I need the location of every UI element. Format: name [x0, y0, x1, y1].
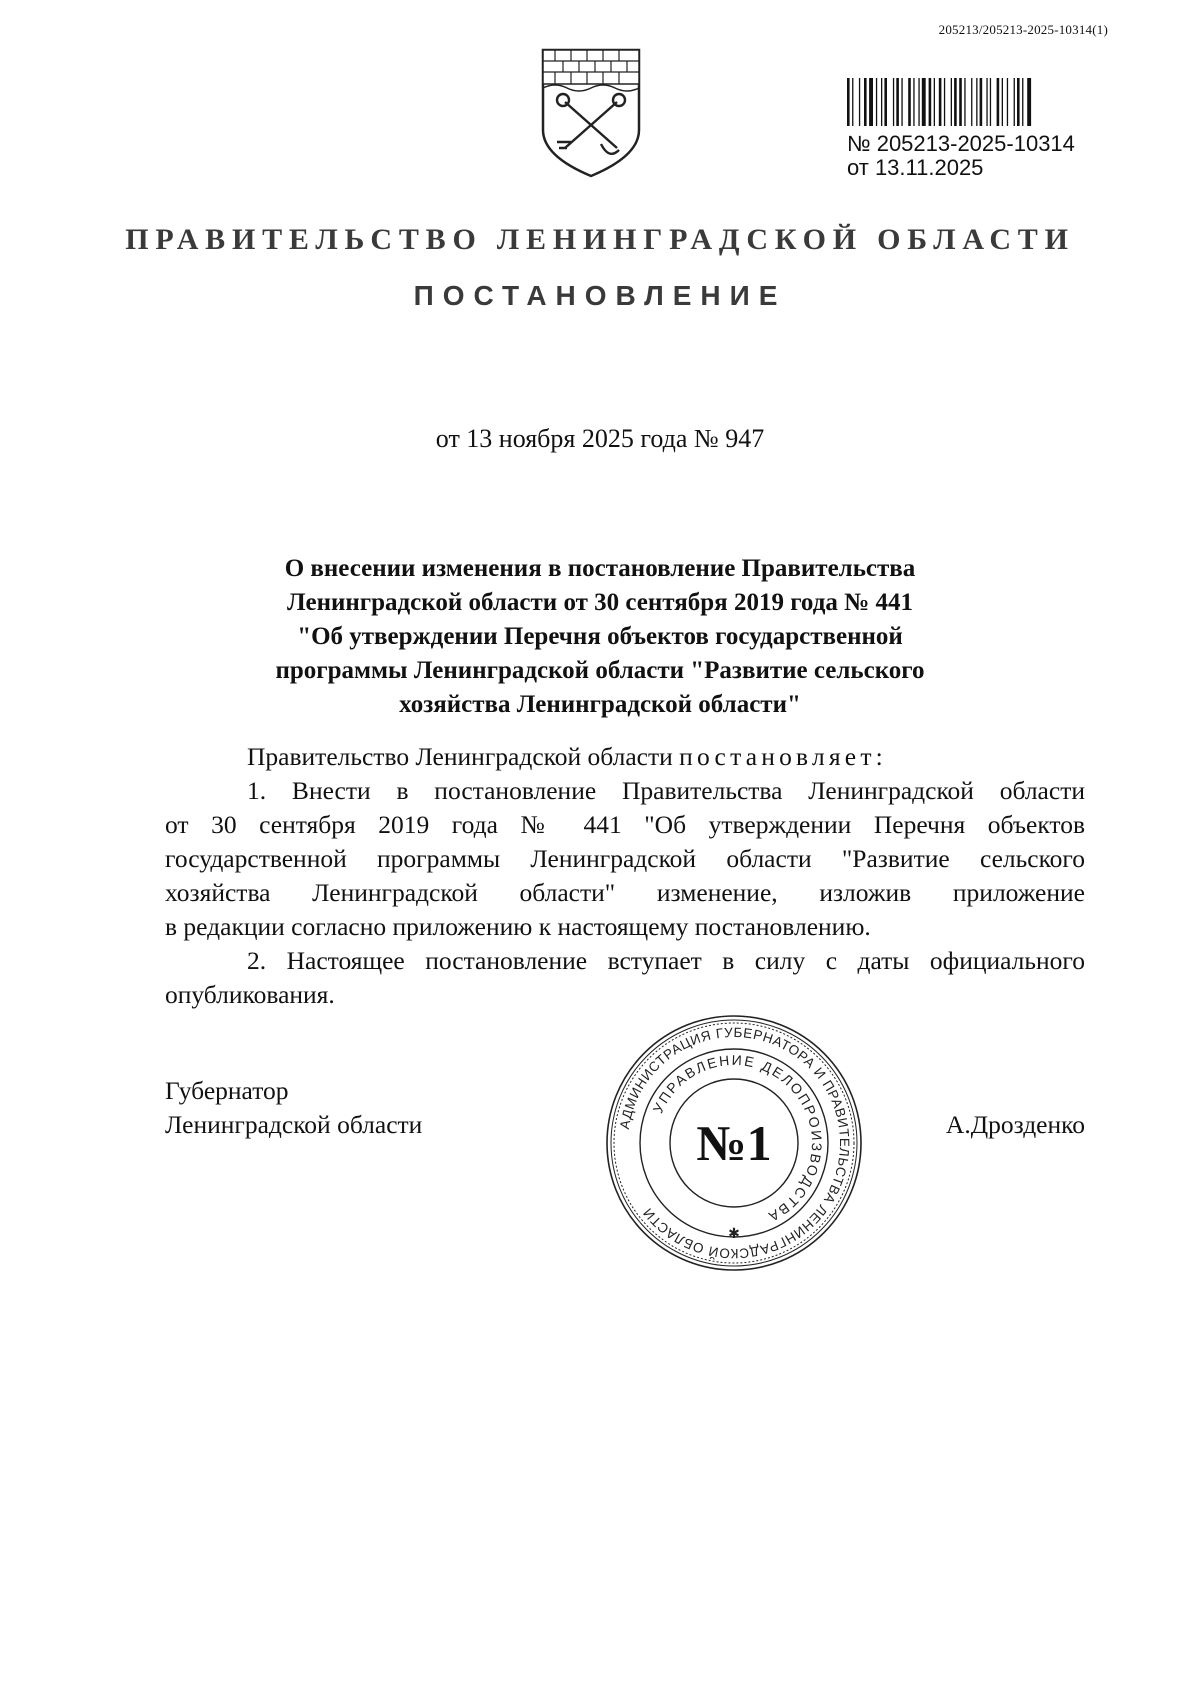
barcode-bar [884, 78, 887, 126]
decree-body [165, 740, 1085, 1012]
registration-date: от 13.11.2025 [847, 155, 984, 180]
barcode-bar [918, 78, 919, 126]
barcode-bar [852, 78, 853, 126]
barcode-bar [1017, 78, 1020, 126]
barcode-bar [944, 78, 945, 126]
decree-title-line: Ленинградской области от 30 сентября 2019 года № 441 [287, 589, 913, 616]
barcode-bar [847, 78, 850, 126]
signatory-position-line: Ленинградской области [165, 1110, 423, 1139]
item-2-line: 2. Настоящее постановление вступает в силу с даты официального [247, 946, 1085, 975]
barcode-bar [869, 78, 873, 126]
decree-title [180, 552, 1020, 722]
barcode-bar [954, 78, 957, 126]
item-1-line: в редакции согласно приложению к настоящему постановлению. [165, 912, 871, 941]
barcode-bar [876, 78, 877, 126]
preamble [165, 740, 1085, 774]
barcode-bar [893, 78, 894, 126]
decree-title-line: "Об утверждении Перечня объектов государственной [297, 623, 903, 650]
barcode-bar [934, 78, 935, 126]
signatory-name: А.Дрозденко [945, 1110, 1085, 1139]
item-1-line: от 30 сентября 2019 года № 441 "Об утверждении Перечня объектов [165, 810, 1085, 839]
document-type: ПОСТАНОВЛЕНИЕ [413, 280, 787, 311]
barcode-bar [951, 78, 952, 126]
item-1-line: 1. Внести в постановление Правительства Ленинградской области [247, 776, 1085, 805]
barcode-bar [997, 78, 1000, 126]
barcode-bar [1007, 78, 1008, 126]
decree-title-line: хозяйства Ленинградской области" [399, 691, 801, 718]
preamble-verb: постановляет: [679, 742, 887, 771]
barcode-bar [864, 78, 867, 126]
registration-number: № 205213-2025-10314 [847, 131, 1075, 156]
document-id: 205213/205213-2025-10314(1) [938, 22, 1108, 37]
barcode-bar [913, 78, 914, 126]
preamble-subject: Правительство Ленинградской области [247, 742, 673, 771]
barcode-bar [896, 78, 899, 126]
barcode-bar [971, 78, 972, 126]
registration-block [847, 78, 1097, 180]
decree-title-line: О внесении изменения в постановление Правительства [284, 555, 916, 582]
barcode-bar [859, 78, 860, 126]
barcode-bar [986, 78, 987, 126]
barcode-bar [939, 78, 942, 126]
item-1-line: хозяйства Ленинградской области" изменение, изложив приложение [165, 878, 1085, 907]
leningrad-oblast-coat-of-arms-icon [537, 44, 645, 180]
seal-inner-text: УПРАВЛЕНИЕ ДЕЛОПРОИЗВОДСТВА [649, 1051, 826, 1226]
barcode-bar [980, 78, 983, 126]
signatory-position [165, 1074, 422, 1142]
barcode-bar [964, 78, 965, 126]
barcode-bar [922, 78, 926, 126]
official-seal-stamp [603, 1012, 865, 1274]
government-title: ПРАВИТЕЛЬСТВО ЛЕНИНГРАДСКОЙ ОБЛАСТИ [125, 223, 1075, 256]
item-2-line: опубликования. [165, 980, 335, 1009]
decree-title-line: программы Ленинградской области "Развитие сельского [275, 657, 925, 684]
barcode-icon [847, 78, 1091, 126]
barcode-bar [881, 78, 882, 126]
barcode-bar [1022, 78, 1023, 126]
svg-text:✱: ✱ [728, 1226, 740, 1242]
barcode-bar [990, 78, 991, 126]
barcode-bar [901, 78, 902, 126]
barcode-bar [976, 78, 977, 126]
signatory-position-line: Губернатор [165, 1076, 289, 1105]
barcode-bar [1014, 78, 1015, 126]
barcode-bar [929, 78, 932, 126]
barcode-bar [1027, 78, 1031, 126]
seal-center-number: №1 [696, 1115, 772, 1171]
seal-outer-text: АДМИНИСТРАЦИЯ ГУБЕРНАТОРА И ПРАВИТЕЛЬСТВА ЛЕНИНГРАДСКОЙ ОБЛАСТИ [616, 1024, 853, 1262]
decree-date: от 13 ноября 2025 года № 947 [435, 424, 765, 453]
barcode-bar [1002, 78, 1003, 126]
barcode-bar [908, 78, 911, 126]
barcode-bar [959, 78, 962, 126]
item-1-line: государственной программы Ленинградской области "Развитие сельского [165, 844, 1085, 873]
